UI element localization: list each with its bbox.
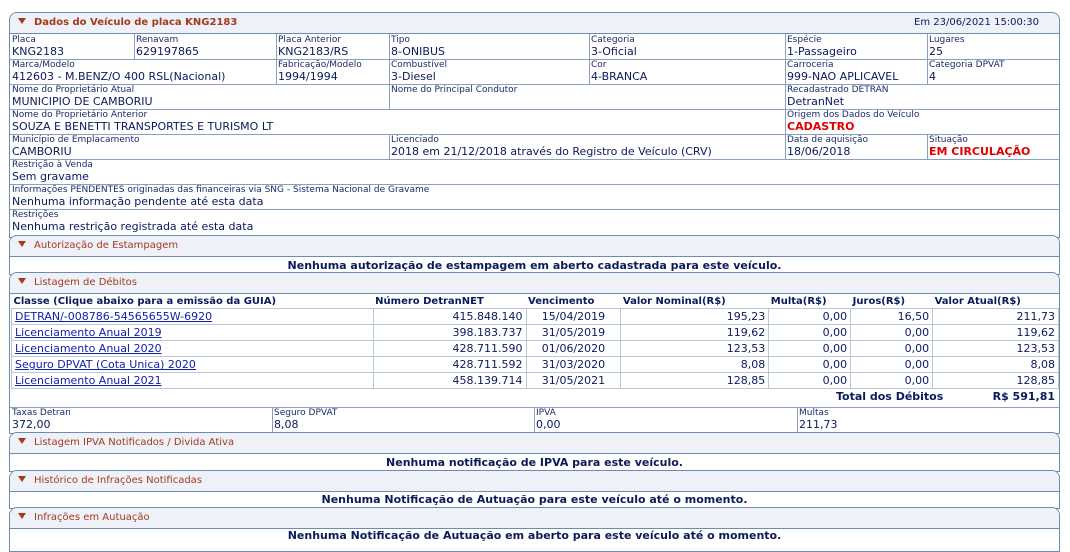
autuacao-panel [9,507,1060,552]
col-vencimento: Vencimento [528,295,595,307]
field-label: Placa [12,35,36,45]
field-origem [787,110,919,133]
cell-multa: 0,00 [769,373,851,389]
collapse-triangle-icon[interactable] [18,241,26,247]
cell-numero: 428.711.592 [373,357,526,373]
field-label: Cor [591,60,607,70]
field-label: Carroceria [787,60,834,70]
cell-vencimento: 31/05/2019 [526,325,621,341]
field-label: Nome do Proprietário Anterior [12,110,148,120]
col-nominal: Valor Nominal(R$) [622,295,726,307]
autuacao-panel-header[interactable] [10,508,1059,529]
cell-numero: 398.183.737 [373,325,526,341]
field-label: Lugares [929,35,965,45]
field-renavam [136,35,199,58]
field-value: 3-Diesel [391,70,436,83]
field-value: 2018 em 21/12/2018 através do Registro de Veículo (CRV) [391,145,712,158]
guia-link[interactable]: Licenciamento Anual 2021 [15,374,162,387]
field-label: Taxas Detran [12,408,71,418]
cell-multa: 0,00 [769,309,851,325]
estampagem-panel [9,235,1060,275]
estampagem-panel-header[interactable] [10,236,1059,257]
field-label: Multas [799,408,829,418]
cell-multa: 0,00 [769,341,851,357]
table-row [12,325,1059,341]
field-label: Seguro DPVAT [274,408,338,418]
field-cor [591,60,647,83]
field-label: Nome do Proprietário Atual [12,85,135,95]
table-row [12,357,1059,373]
col-numero: Número DetranNET [375,295,484,307]
field-value: CADASTRO [787,120,855,133]
field-categoria [591,35,637,58]
field-value: 8,08 [274,418,299,431]
field-label: Data de aquisição [787,135,869,145]
cell-atual: 128,85 [933,373,1059,389]
guia-link[interactable]: Seguro DPVAT (Cota Unica) 2020 [15,358,196,371]
divider [389,34,390,109]
field-especie [787,35,857,58]
table-row [12,373,1059,389]
autuacao-message: Nenhuma Notificação de Autuação em aberto para este veículo até o momento. [287,529,782,542]
field-label: Restrições [12,210,59,220]
field-situacao [929,135,1030,158]
field-label: Município de Emplacamento [12,135,140,145]
guia-link[interactable]: Licenciamento Anual 2020 [15,342,162,355]
total-value: R$ 591,81 [992,390,1055,403]
collapse-triangle-icon[interactable] [18,513,26,519]
cell-classe [12,341,374,357]
field-value: MUNICIPIO DE CAMBORIU [12,95,153,108]
field-value: 4-BRANCA [591,70,648,83]
vehicle-panel-title: Dados do Veículo de placa KNG2183 [34,17,238,28]
historico-panel [9,470,1060,509]
col-atual: Valor Atual(R$) [934,295,1021,307]
field-label: Tipo [391,35,410,45]
field-placa-anterior [278,35,348,58]
divider [272,407,273,433]
field-combustivel [391,60,447,83]
field-proprietario-anterior [12,110,273,133]
field-value: 372,00 [12,418,51,431]
field-value: Nenhuma informação pendente até esta data [12,195,264,208]
cell-classe [12,325,374,341]
divider [10,84,1059,85]
divider [927,134,928,159]
cell-atual: 211,73 [933,309,1059,325]
cell-juros: 16,50 [851,309,933,325]
divider [134,34,135,59]
table-row [12,309,1059,325]
field-label: Fabricação/Modelo [278,60,362,70]
field-categoria-dpvat [929,60,1005,83]
field-label: Marca/Modelo [12,60,75,70]
field-label: Nome do Principal Condutor [391,85,518,95]
col-multa: Multa(R$) [770,295,827,307]
field-value: 1-Passageiro [787,45,857,58]
cell-vencimento: 31/05/2021 [526,373,621,389]
cell-vencimento: 31/03/2020 [526,357,621,373]
debitos-panel-header[interactable] [10,273,1059,294]
summary-multas [799,408,838,431]
historico-panel-title: Histórico de Infrações Notificadas [34,475,203,486]
divider [589,34,590,84]
ipva-panel-title: Listagem IPVA Notificados / Divida Ativa [34,437,235,448]
field-label: Renavam [136,35,179,45]
col-classe: Classe (Clique abaixo para a emissão da GUIA) [13,295,277,307]
vehicle-panel-header[interactable] [10,13,1059,34]
field-value: 1994/1994 [278,70,338,83]
field-label: IPVA [536,408,556,418]
cell-nominal: 123,53 [621,341,769,357]
field-value: 4 [929,70,936,83]
cell-classe [12,373,374,389]
debitos-panel-title: Listagem de Débitos [34,277,137,288]
collapse-triangle-icon[interactable] [18,476,26,482]
table-header-row [12,294,1059,309]
cell-nominal: 119,62 [621,325,769,341]
autuacao-panel-title: Infrações em Autuação [34,512,150,523]
field-municipio [12,135,140,158]
cell-atual: 123,53 [933,341,1059,357]
field-label: Combustível [391,60,448,70]
field-proprietario [12,85,153,108]
field-value: KNG2183/RS [278,45,349,58]
total-label: Total dos Débitos [836,390,944,403]
cell-atual: 119,62 [933,325,1059,341]
field-value: 211,73 [799,418,838,431]
cell-numero: 415.848.140 [373,309,526,325]
field-value: 18/06/2018 [787,145,851,158]
field-value: Nenhuma restrição registrada até esta data [12,220,254,233]
field-value: 0,00 [536,418,561,431]
guia-link[interactable]: Licenciamento Anual 2019 [15,326,162,339]
collapse-triangle-icon[interactable] [18,438,26,444]
field-value: KNG2183 [12,45,64,58]
estampagem-panel-title: Autorização de Estampagem [34,240,179,251]
cell-vencimento: 15/04/2019 [526,309,621,325]
field-value: 8-ONIBUS [391,45,445,58]
collapse-triangle-icon[interactable] [18,18,26,24]
field-label: Restrição à Venda [12,160,93,170]
field-value: 3-Oficial [591,45,637,58]
field-pendentes [12,185,429,208]
field-label: Recadastrado DETRAN [787,85,889,95]
cell-classe [12,309,374,325]
cell-juros: 0,00 [851,325,933,341]
historico-message: Nenhuma Notificação de Autuação para este veículo até o momento. [321,493,748,506]
field-fabricacao [278,60,362,83]
cell-nominal: 195,23 [621,309,769,325]
field-value: SOUZA E BENETTI TRANSPORTES E TURISMO LT [12,120,274,133]
vehicle-data-panel [9,12,1060,238]
ipva-panel-header[interactable] [10,433,1059,454]
divider [389,134,390,159]
field-value: 25 [929,45,943,58]
divider [10,159,1059,160]
ipva-panel [9,432,1060,472]
field-licenciado [391,135,712,158]
field-condutor [391,85,517,95]
field-data-aquisicao [787,135,868,158]
field-restricoes [12,210,253,233]
summary-taxas [12,408,71,431]
divider [276,34,277,84]
field-label: Categoria DPVAT [929,60,1005,70]
cell-nominal: 128,85 [621,373,769,389]
field-placa [12,35,64,58]
table-row [12,341,1059,357]
cell-juros: 0,00 [851,373,933,389]
field-marca-modelo [12,60,225,83]
cell-classe [12,357,374,373]
cell-juros: 0,00 [851,341,933,357]
debitos-panel [9,272,1060,434]
guia-link[interactable]: DETRAN/-008786-54565655W-6920 [15,310,213,323]
field-value: 412603 - M.BENZ/O 400 RSL(Nacional) [12,70,226,83]
divider [927,34,928,84]
historico-panel-header[interactable] [10,471,1059,492]
field-value: EM CIRCULAÇÃO [929,145,1031,158]
field-label: Placa Anterior [278,35,342,45]
field-label: Origem dos Dados do Veículo [787,110,920,120]
estampagem-message: Nenhuma autorização de estampagem em aberto cadastrada para este veículo. [287,259,782,272]
cell-vencimento: 01/06/2020 [526,341,621,357]
cell-juros: 0,00 [851,357,933,373]
field-value: 629197865 [136,45,199,58]
divider [797,407,798,433]
field-value: DetranNet [787,95,845,108]
field-value: CAMBORIU [12,145,72,158]
field-tipo [391,35,445,58]
cell-multa: 0,00 [769,357,851,373]
field-value: Sem gravame [12,170,89,183]
field-recadastrado [787,85,888,108]
query-datetime: Em 23/06/2021 15:00:30 [914,17,1039,28]
field-carroceria [787,60,898,83]
cell-numero: 428.711.590 [373,341,526,357]
field-label: Licenciado [391,135,439,145]
cell-nominal: 8,08 [621,357,769,373]
debitos-table [11,294,1059,389]
divider [534,407,535,433]
field-label: Categoria [591,35,635,45]
field-value: 999-NAO APLICAVEL [787,70,899,83]
divider [785,34,786,159]
ipva-message: Nenhuma notificação de IPVA para este veículo. [386,456,683,469]
cell-atual: 8,08 [933,357,1059,373]
cell-numero: 458.139.714 [373,373,526,389]
summary-ipva [536,408,561,431]
field-lugares [929,35,965,58]
summary-seguro [274,408,337,431]
col-juros: Juros(R$) [852,295,906,307]
field-label: Situação [929,135,968,145]
collapse-triangle-icon[interactable] [18,278,26,284]
field-label: Espécie [787,35,822,45]
field-label: Informações PENDENTES originadas das financeiras via SNG - Sistema Nacional de Gravame [12,185,430,195]
field-restricao-venda [12,160,93,183]
cell-multa: 0,00 [769,325,851,341]
